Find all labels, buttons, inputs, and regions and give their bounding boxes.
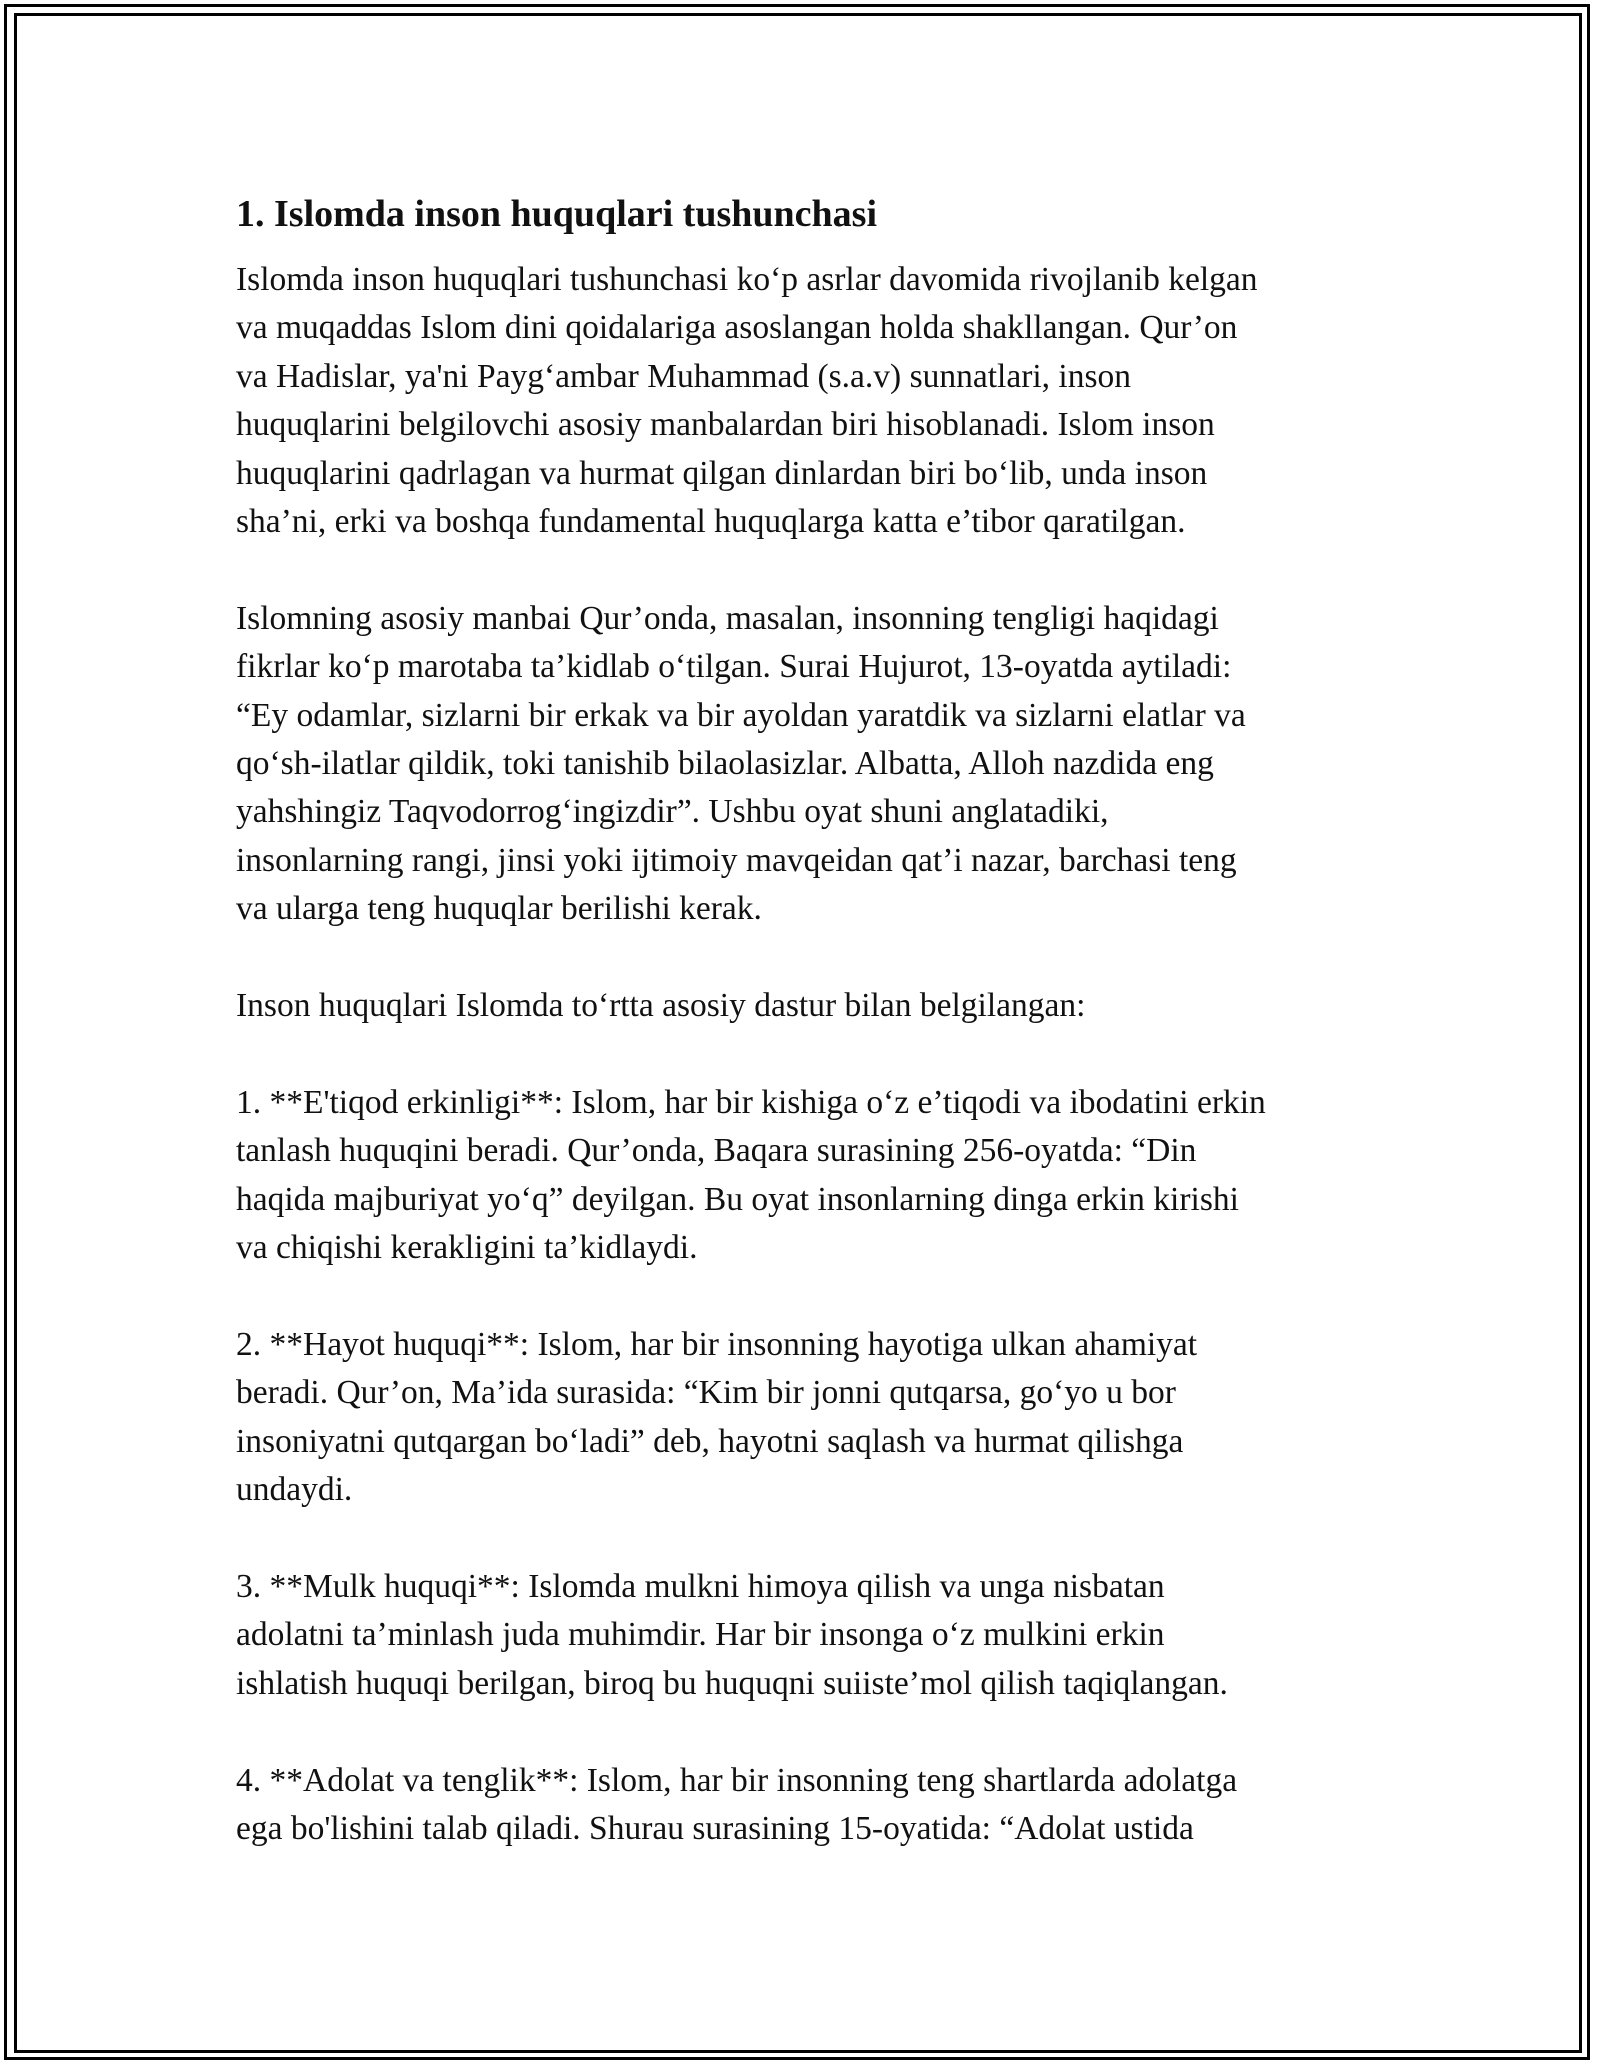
text-line: Inson huquqlari Islomda to‘rtta asosiy dastur bilan belgilangan:	[236, 987, 1086, 1025]
section-heading: 1. Islomda inson huquqlari tushunchasi	[236, 193, 878, 235]
text-line: qo‘sh-ilatlar qildik, toki tanishib bilaolasizlar. Albatta, Alloh nazdida eng	[236, 745, 1214, 783]
text-line: adolatni ta’minlash juda muhimdir. Har bir insonga o‘z mulkini erkin	[236, 1616, 1165, 1654]
text-line: huquqlarini belgilovchi asosiy manbalardan biri hisoblanadi. Islom inson	[236, 406, 1215, 444]
text-line: va ularga teng huquqlar berilishi kerak.	[236, 890, 762, 928]
text-line: va Hadislar, ya'ni Payg‘ambar Muhammad (s.a.v) sunnatlari, inson	[236, 357, 1132, 395]
text-line: ishlatish huquqi berilgan, biroq bu huquqni suiiste’mol qilish taqiqlangan.	[236, 1664, 1228, 1702]
paragraph-list-intro	[236, 982, 1376, 1030]
text-line: insoniyatni qutqargan bo‘ladi” deb, hayotni saqlash va hurmat qilishga	[236, 1422, 1184, 1460]
text-line: sha’ni, erki va boshqa fundamental huquqlarga katta e’tibor qaratilgan.	[236, 503, 1186, 541]
text-line: Islomda inson huquqlari tushunchasi ko‘p asrlar davomida rivojlanib kelgan	[236, 261, 1258, 298]
text-line: ega bo'lishini talab qiladi. Shurau surasining 15-oyatida: “Adolat ustida	[236, 1809, 1194, 1847]
text-line: fikrlar ko‘p marotaba ta’kidlab o‘tilgan. Surai Hujurot, 13-oyatda aytiladi:	[236, 648, 1232, 686]
text-line: insonlarning rangi, jinsi yoki ijtimoiy mavqeidan qat’i nazar, barchasi teng	[236, 841, 1237, 879]
document-body	[236, 188, 1376, 1902]
text-line: va muqaddas Islom dini qoidalariga asoslangan holda shakllangan. Qur’on	[236, 309, 1238, 347]
text-line: yahshingiz Taqvodorrog‘ingizdir”. Ushbu oyat shuni anglatadiki,	[236, 793, 1109, 831]
text-line: beradi. Qur’on, Ma’ida surasida: “Kim bir jonni qutqarsa, go‘yo u bor	[236, 1374, 1176, 1412]
text-line: Islomning asosiy manbai Qur’onda, masalan, insonning tengligi haqidagi	[236, 599, 1219, 637]
text-line: 2. **Hayot huquqi**: Islom, har bir insonning hayotiga ulkan ahamiyat	[236, 1325, 1198, 1363]
list-item-2	[236, 1321, 1376, 1515]
text-line: va chiqishi kerakligini ta’kidlaydi.	[236, 1229, 698, 1267]
list-item-4	[236, 1757, 1376, 1854]
list-item-3	[236, 1563, 1376, 1708]
paragraph-intro	[236, 256, 1376, 546]
text-line: 4. **Adolat va tenglik**: Islom, har bir insonning teng shartlarda adolatga	[236, 1761, 1238, 1799]
text-line: undaydi.	[236, 1471, 353, 1509]
text-line: haqida majburiyat yo‘q” deyilgan. Bu oyat insonlarning dinga erkin kirishi	[236, 1180, 1239, 1218]
text-line: 1. **E'tiqod erkinligi**: Islom, har bir kishiga o‘z e’tiqodi va ibodatini erkin	[236, 1083, 1266, 1121]
text-line: “Ey odamlar, sizlarni bir erkak va bir ayoldan yaratdik va sizlarni elatlar va	[236, 696, 1246, 734]
paragraph-equality	[236, 595, 1376, 934]
text-line: huquqlarini qadrlagan va hurmat qilgan dinlardan biri bo‘lib, unda inson	[236, 454, 1208, 492]
text-line: 3. **Mulk huquqi**: Islomda mulkni himoya qilish va unga nisbatan	[236, 1567, 1165, 1605]
list-item-1	[236, 1079, 1376, 1273]
text-line: tanlash huquqini beradi. Qur’onda, Baqara surasining 256-oyatda: “Din	[236, 1132, 1197, 1170]
